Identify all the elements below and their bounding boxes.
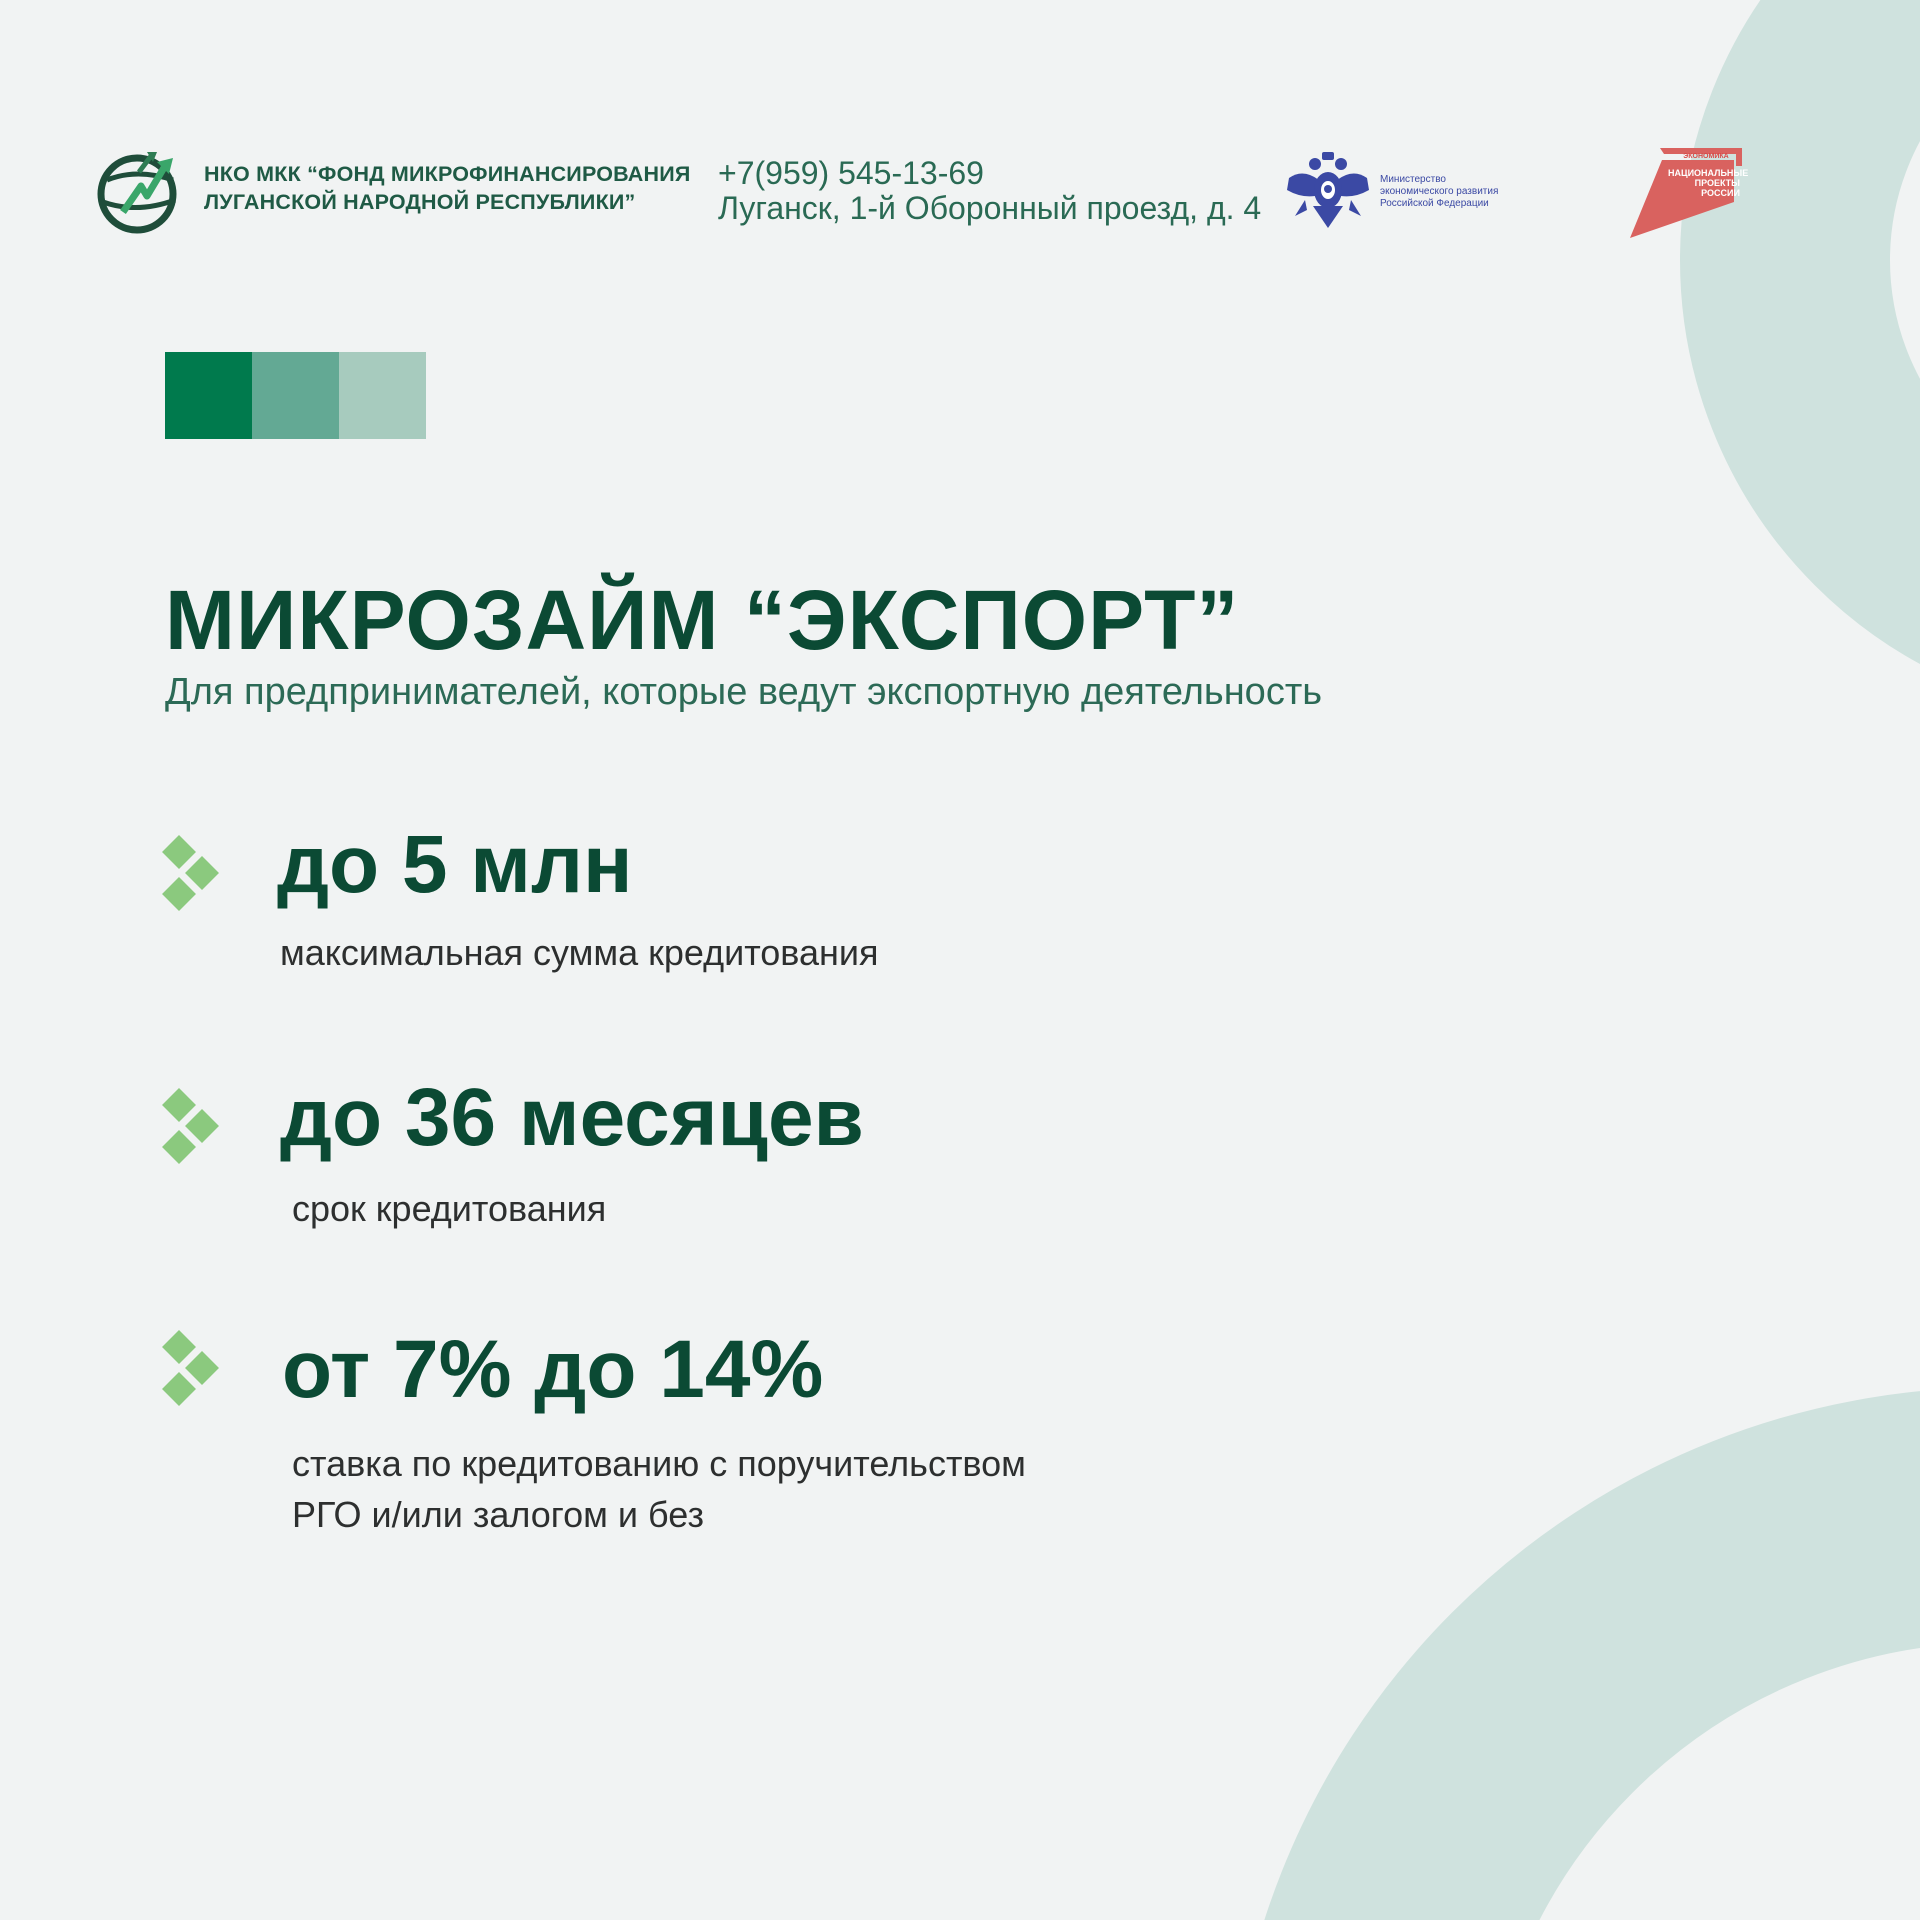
feature-description-line2: РГО и/или залогом и без bbox=[292, 1494, 704, 1535]
feature-description: срок кредитования bbox=[292, 1188, 607, 1229]
swatch-mid bbox=[252, 352, 339, 439]
organization-name-line2: ЛУГАНСКОЙ НАРОДНОЙ РЕСПУБЛИКИ” bbox=[204, 190, 636, 214]
swatch-dark bbox=[165, 352, 252, 439]
green-diamonds-bullet-icon bbox=[160, 1325, 230, 1417]
national-projects-line1: НАЦИОНАЛЬНЫЕ bbox=[1668, 168, 1749, 178]
bottom-right-arc bbox=[1355, 1515, 1920, 1920]
feature-description: максимальная сумма кредитования bbox=[280, 932, 879, 973]
globe-arrows-logo bbox=[93, 150, 189, 234]
address: Луганск, 1-й Оборонный проезд, д. 4 bbox=[718, 190, 1262, 226]
feature-description bbox=[292, 1438, 1392, 1540]
ministry-name-line1: Министерство bbox=[1380, 174, 1446, 185]
ministry-name-line2: экономического развития bbox=[1380, 186, 1499, 197]
top-right-arc bbox=[1785, 0, 1920, 615]
feature-value: от 7% до 14% bbox=[282, 1324, 824, 1415]
ministry-logo bbox=[1285, 150, 1525, 232]
double-headed-eagle-emblem bbox=[1285, 150, 1371, 232]
feature-value: до 36 месяцев bbox=[280, 1072, 864, 1163]
feature-value: до 5 млн bbox=[277, 819, 633, 910]
page-subtitle: Для предпринимателей, которые ведут экспортную деятельность bbox=[165, 671, 1323, 713]
organization-name bbox=[204, 160, 704, 216]
national-projects-line3: РОССИИ bbox=[1701, 188, 1740, 198]
ministry-name-line3: Российской Федерации bbox=[1380, 198, 1489, 209]
phone-number: +7(959) 545-13-69 bbox=[718, 155, 984, 191]
national-projects-logo bbox=[1628, 146, 1749, 238]
national-projects-caption: ЭКОНОМИКА bbox=[1683, 153, 1729, 160]
ministry-name bbox=[1380, 174, 1530, 210]
swatch-light bbox=[339, 352, 426, 439]
feature-description-line1: ставка по кредитованию с поручительством bbox=[292, 1443, 1026, 1484]
green-diamonds-bullet-icon bbox=[160, 1083, 230, 1175]
green-diamonds-bullet-icon bbox=[160, 830, 230, 922]
page-title: МИКРОЗАЙМ “ЭКСПОРТ” bbox=[165, 573, 1240, 667]
contacts bbox=[718, 156, 1278, 226]
organization-name-line1: НКО МКК “ФОНД МИКРОФИНАНСИРОВАНИЯ bbox=[204, 162, 691, 186]
national-projects-line2: ПРОЕКТЫ bbox=[1694, 178, 1740, 188]
color-swatches bbox=[165, 352, 426, 439]
national-projects-title bbox=[1668, 168, 1749, 198]
